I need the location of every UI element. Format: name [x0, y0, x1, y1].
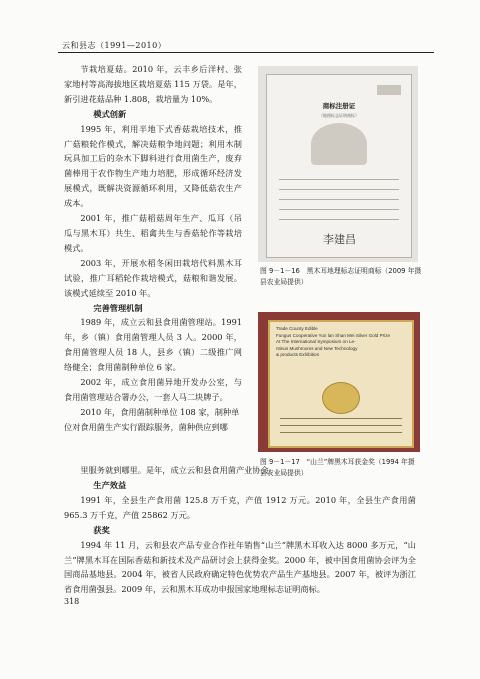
trademark-logo-image — [311, 123, 367, 165]
running-title: 云和县志（1991—2010） — [62, 41, 167, 50]
bottom-text — [64, 478, 416, 597]
left-text-column — [64, 62, 242, 435]
paragraph-continued: 位对食用菌生产实行跟踪服务，菌种供应到哪 — [64, 421, 228, 432]
medal-icon — [322, 382, 360, 414]
paragraph: 2003 年，开展水稻冬闲田栽培代料黑木耳试验，推广耳稻轮作栽培模式，菇粮和谐发展。该模式延续至 2010 年。 — [64, 257, 242, 298]
section-heading-benefits: 生产效益 — [93, 480, 127, 490]
wide-paragraph-end: 里服务就到哪里。是年，成立云和县食用菌产业协会。 — [80, 465, 277, 475]
paragraph: 1994 年 11 月，云和县农产品专业合作社年销售“山兰”牌黑木耳收入达 8000 多万元，“山兰”牌黑木耳在国际香菇和新技术及产品研讨会上获得金奖。2000 年，被中国食用菌协会评为全国商品基地县。2004 年，被省人民政府确定特色优势农产品生产基地县。2007 年，被评为浙江省食用菌强县。2009 年，云和黑木耳成功申报国家地理标志证明商标。 — [64, 539, 416, 595]
gold-award-photo: Trade County Edible Fungus Cooperative Yun lan Shan Mei Silver Gold Prize At The International Symposium on Le- ntinus Mushrooms and New Technology & products Exhibition — [258, 312, 420, 452]
paragraph: 2002 年，成立食用菌异地开发办公室，与食用菌管理站合署办公，一套人马二块牌子。 — [64, 377, 242, 402]
paragraph: 节栽培夏菇。2010 年，云丰乡后洋村、张家地村等高海拔地区栽培夏菇 115 万袋。是年，新引进花菇品种 1.808，栽培量为 10%。 — [64, 64, 242, 104]
stamp-mark — [377, 85, 401, 95]
header-rule — [58, 52, 434, 53]
paragraph: 2001 年，推广菇稻菇周年生产、瓜耳（吊瓜与黑木耳）共生、稻禽共生与香菇轮作等栽培模式。 — [64, 213, 242, 253]
paragraph: 1991 年，全县生产食用菌 125.8 万千克，产值 1912 万元。2010 年，全县生产食用菌 965.3 万千克，产值 25862 万元。 — [64, 494, 416, 520]
paragraph: 2010 年，食用菌制种单位 108 家，制种单 — [80, 406, 240, 417]
figure-caption-cert: 图 9－1－16 黑木耳地理标志证明商标（2009 年摄 县农业局提供） — [260, 267, 429, 286]
section-heading-management: 完善管理机制 — [93, 302, 143, 313]
paragraph: 1995 年，利用半地下式香菇栽培技术，推广菇粮轮作模式，解决菇粮争地问题；利用木制玩具加工后的杂木下脚料进行食用菌生产，废弃菌棒用于农作物生产地力培肥，形成循环经济发展模式，既解决资源循环利用，又降低菇农生产成本。 — [64, 123, 242, 209]
paragraph: 1989 年，成立云和县食用菌管理站。1991年，乡（镇）食用菌管理人员 3 人。2000 年，食用菌管理人员 18 人，县乡（镇）二级推广网络健全；食用菌制种单位 6 家。 — [64, 317, 242, 373]
certificate-signature: 李建昌 — [323, 233, 356, 246]
page-number: 318 — [64, 597, 80, 606]
trademark-certificate-photo — [258, 66, 418, 262]
section-heading-awards: 获奖 — [93, 524, 110, 535]
section-heading-mode-innovation: 模式创新 — [93, 108, 127, 119]
certificate-text-lines — [279, 179, 399, 229]
figure-caption-award: 图 9－1－17 “山兰”牌黑木耳获金奖（1994 年摄 县农业局提供） — [260, 458, 422, 477]
certificate-subtitle: （地理标志证明商标） — [319, 113, 359, 118]
certificate-title: 商标注册证 — [322, 102, 356, 110]
